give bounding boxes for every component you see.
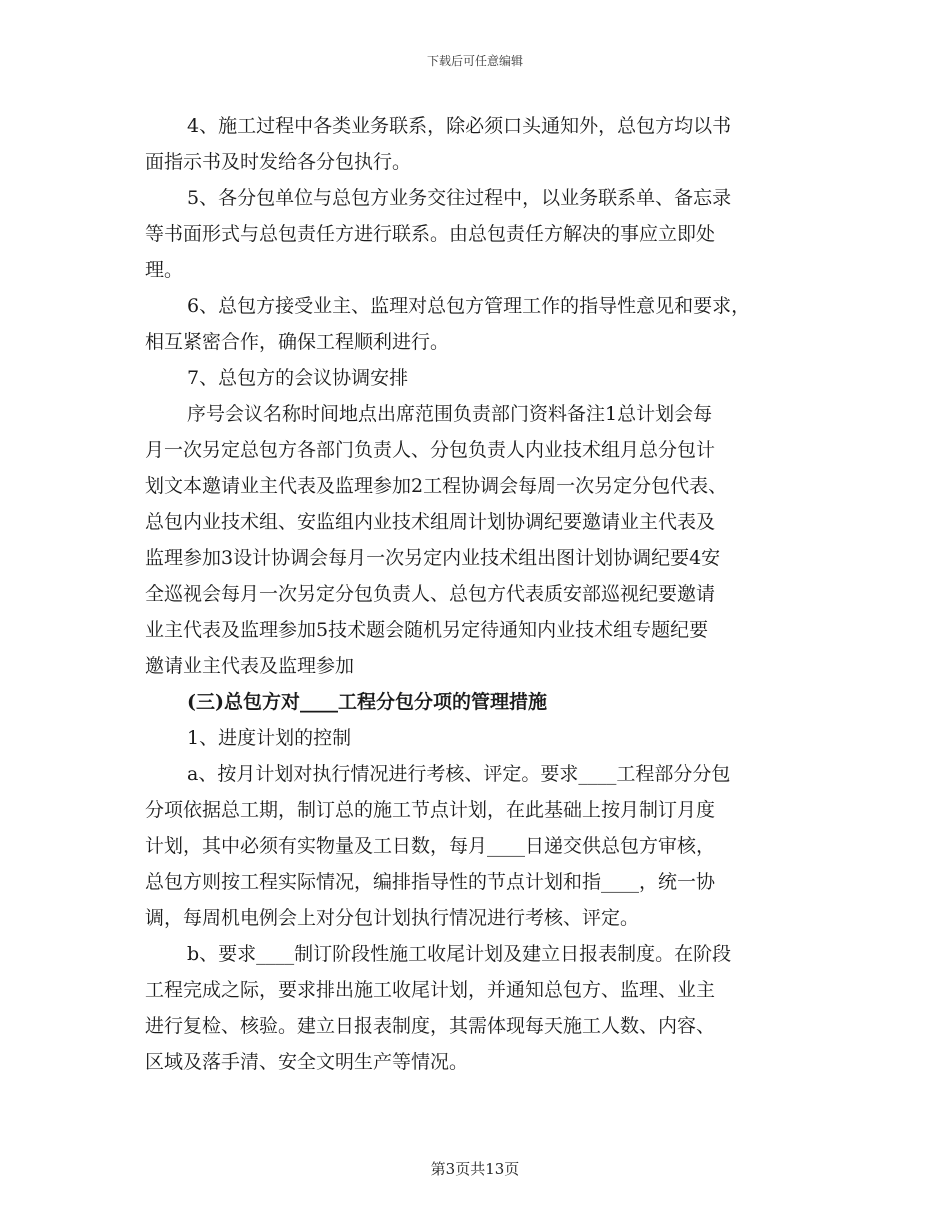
- document-body: [145, 108, 810, 1080]
- paragraph-line: 相互紧密合作，确保工程顺利进行。: [145, 331, 450, 353]
- paragraph-line: 4、施工过程中各类业务联系，除必须口头通知外，总包方均以书: [187, 115, 732, 137]
- paragraph-line: 7、总包方的会议协调安排: [187, 367, 409, 389]
- page-footer: 第3页共13页: [430, 1160, 520, 1178]
- paragraph-line: a、按月计划对执行情况进行考核、评定。要求____工程部分分包: [187, 763, 731, 785]
- paragraph-line: 邀请业主代表及监理参加: [145, 655, 355, 677]
- paragraph-line: 分项依据总工期，制订总的施工节点计划，在此基础上按月制订月度: [145, 799, 716, 821]
- paragraph-line: 月一次另定总包方各部门负责人、分包负责人内业技术组月总分包计: [145, 439, 716, 461]
- paragraph-line: 总包方则按工程实际情况，编排指导性的节点计划和指____，统一协: [145, 871, 716, 893]
- section-heading: (三)总包方对____工程分包分项的管理措施: [187, 691, 547, 713]
- page-header-note: 下载后可任意编辑: [426, 54, 523, 68]
- paragraph-line: 工程完成之际，要求排出施工收尾计划，并通知总包方、监理、业主: [145, 979, 716, 1001]
- paragraph-line: 总包内业技术组、安监组内业技术组周计划协调纪要邀请业主代表及: [145, 511, 716, 533]
- paragraph-line: 调，每周机电例会上对分包计划执行情况进行考核、评定。: [145, 907, 640, 929]
- paragraph-line: b、要求____制订阶段性施工收尾计划及建立日报表制度。在阶段: [187, 943, 732, 965]
- paragraph-line: 5、各分包单位与总包方业务交往过程中，以业务联系单、备忘录: [187, 187, 732, 209]
- paragraph-line: 理。: [145, 259, 184, 281]
- paragraph-line: 序号会议名称时间地点出席范围负责部门资料备注1总计划会每: [187, 403, 713, 425]
- paragraph-line: 区域及落手清、安全文明生产等情况。: [145, 1051, 469, 1073]
- paragraph-line: 进行复检、核验。建立日报表制度，其需体现每天施工人数、内容、: [145, 1015, 716, 1037]
- paragraph-line: 等书面形式与总包责任方进行联系。由总包责任方解决的事应立即处: [145, 223, 716, 245]
- paragraph-line: 业主代表及监理参加5技术题会随机另定待通知内业技术组专题纪要: [145, 619, 709, 641]
- paragraph-line: 面指示书及时发给各分包执行。: [145, 151, 412, 173]
- paragraph-line: 计划，其中必须有实物量及工日数，每月____日递交供总包方审核，: [145, 835, 716, 857]
- paragraph-line: 划文本邀请业主代表及监理参加2工程协调会每周一次另定分包代表、: [145, 475, 728, 497]
- paragraph-line: 6、总包方接受业主、监理对总包方管理工作的指导性意见和要求，: [187, 295, 751, 317]
- subsection-heading: 1、进度计划的控制: [187, 727, 352, 749]
- paragraph-line: 全巡视会每月一次另定分包负责人、总包方代表质安部巡视纪要邀请: [145, 583, 716, 605]
- paragraph-line: 监理参加3设计协调会每月一次另定内业技术组出图计划协调纪要4安: [145, 547, 721, 569]
